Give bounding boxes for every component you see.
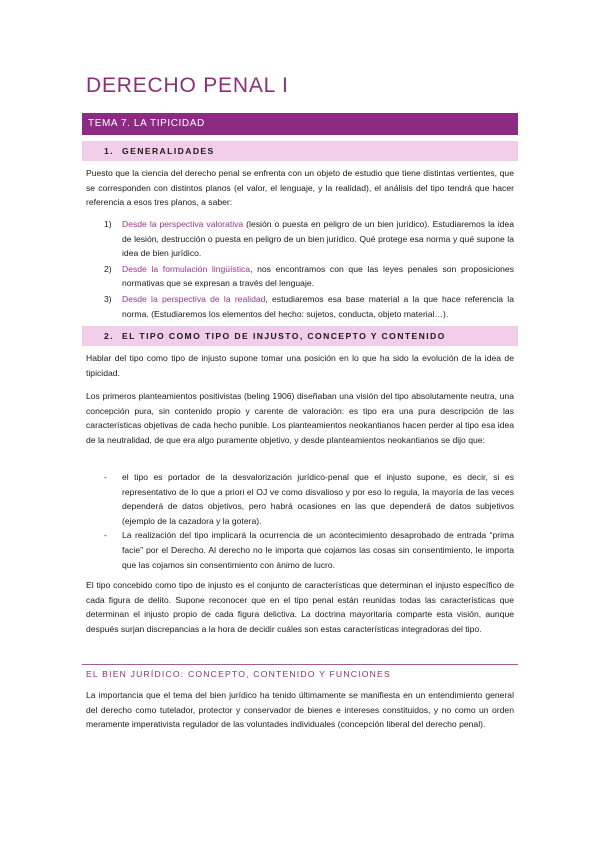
list-marker: 2)	[104, 263, 112, 274]
section-heading-tipo-injusto	[82, 326, 518, 346]
perspective-list	[86, 217, 514, 322]
list-item	[86, 262, 514, 291]
section-number: 2.	[104, 331, 114, 341]
list-marker: 3)	[104, 293, 112, 304]
list-item	[86, 528, 514, 572]
highlighted-term: Desde la perspectiva de la realidad	[122, 293, 266, 304]
section-divider	[82, 664, 518, 665]
paragraph: El tipo concebido como tipo de injusto es el conjunto de características que determinan el injusto específico de cada figura de delito. Supone reconocer que en el tipo penal están reunidas todas las características que determinan el injusto propio de cada figura delictiva. La doctrina mayoritaria comparte esta visión, aunque después surjan discrepancias a la hora de decidir cuáles son estas características integradoras del tipo.	[86, 580, 514, 634]
list-item	[86, 292, 514, 321]
topic-banner: TEMA 7. LA TIPICIDAD	[82, 113, 518, 135]
list-item-text: (lesión o puesta en peligro de un bien jurídico). Estudiaremos la idea de lesión, destrucción o puesta en peligro de un bien jurídico. Qué protege esa norma y qué supone la idea de bien jurídico.	[122, 219, 515, 259]
paragraph: Puesto que la ciencia del derecho penal se enfrenta con un objeto de estudio que tiene distintas vertientes, que se corresponden con distintos planos (el valor, el lenguaje, y la realidad), el análisis del tipo tendrá que hacer referencia a esos tres planos, a saber:	[86, 168, 514, 208]
paragraph: La importancia que el tema del bien jurídico ha tenido últimamente se manifiesta en un entendimiento general del derecho como tutelador, protector y conservador de bienes e intereses constituidos, y no como un orden meramente imperativista regulador de las voluntades individuales (concepción liberal del derecho penal).	[86, 690, 514, 730]
list-item-text: , estudiaremos esa base material a la que hace referencia la norma. (Estudiaremos los elementos del hecho: sujetos, conducta, objeto material…).	[122, 293, 514, 319]
list-item	[86, 470, 514, 528]
paragraph: Los primeros planteamientos positivistas (beling 1906) diseñaban una visión del tipo absolutamente neutra, una concepción pura, sin contenido propio y carente de valoración: es tipo era una pura descripción de las características objetivas de cada hecho punible. Los planteamientos neokantianos hacen perder al tipo esa idea de la neutralidad, de que era algo puramente objetivo, y desde planteamientos neokantianos se dijo que:	[86, 391, 514, 445]
paragraph: Hablar del tipo como tipo de injusto supone tomar una posición en lo que ha sido la evolución de la idea de tipicidad.	[86, 353, 514, 378]
list-item-text: , nos encontramos con que las leyes penales son proposiciones normativas que se expresan a través del lenguaje.	[122, 263, 515, 289]
section-heading-generalidades	[82, 141, 518, 161]
section-title: GENERALIDADES	[122, 146, 215, 156]
section-title: EL TIPO COMO TIPO DE INJUSTO, CONCEPTO Y CONTENIDO	[122, 331, 446, 341]
list-item	[86, 217, 514, 261]
list-item-text: La realización del tipo implicará la ocurrencia de un acontecimiento desaprobado de entrada “prima facie” por el Derecho. Al derecho no le importa que cojamos las cosas sin consentimiento, le importa que las cojamos sin consentimiento con ánimo de lucro.	[122, 530, 514, 570]
subsection-heading-bien-juridico: EL BIEN JURÍDICO: CONCEPTO, CONTENIDO Y FUNCIONES	[86, 669, 391, 679]
section-number: 1.	[104, 146, 114, 156]
bullet-dash: -	[104, 530, 107, 541]
list-marker: 1)	[104, 219, 112, 229]
highlighted-term: Desde la perspectiva valorativa	[122, 219, 244, 229]
highlighted-term: Desde la formulación lingüística	[122, 263, 251, 274]
bullet-list	[86, 470, 514, 572]
bullet-dash: -	[104, 472, 107, 482]
list-item-text: el tipo es portador de la desvalorización jurídico-penal que el injusto supone, es decir, si es representativo de lo que a priori el OJ ve como disvalioso y por eso lo regula, la mayoría de las veces dependerá de datos objetivos, pero habrá ocasiones en las que dependerá de datos subjetivos (ejemplo de la cazadora y la gotera).	[122, 472, 514, 526]
document-title: DERECHO PENAL I	[86, 74, 289, 97]
